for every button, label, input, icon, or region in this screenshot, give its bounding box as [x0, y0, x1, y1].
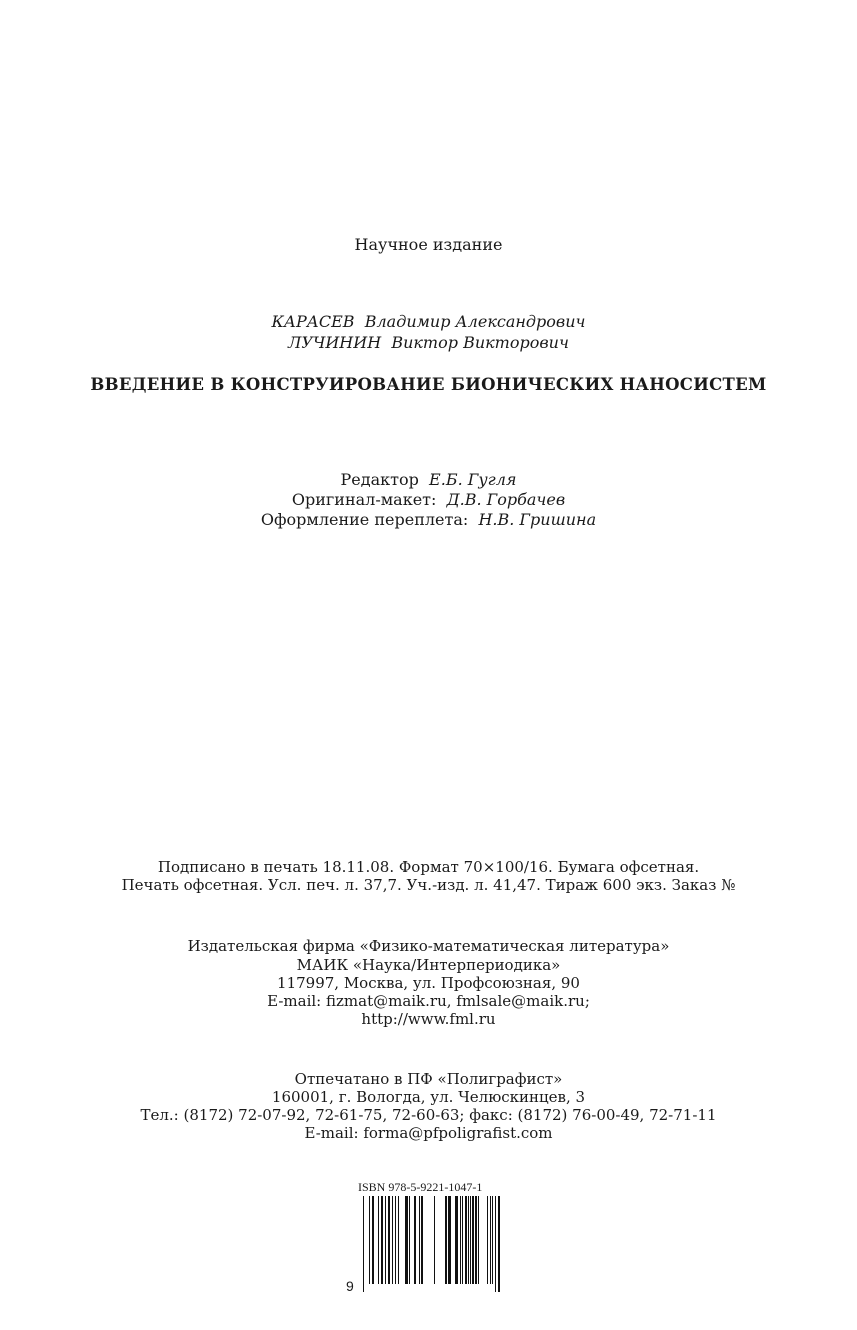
barcode-image — [361, 1196, 501, 1292]
author-1 — [0, 312, 857, 331]
author-2-surname: ЛУЧИНИН — [288, 333, 382, 352]
print-info-line-2: Печать офсетная. Усл. печ. л. 37,7. Уч.-изд. л. 41,47. Тираж 600 экз. Заказ № — [121, 876, 736, 894]
printer-line-3: Тел.: (8172) 72-07-92, 72-61-75, 72-60-63; факс: (8172) 76-00-49, 72-71-11 — [140, 1106, 717, 1124]
credit-layout-person: Д.В. Горбачев — [446, 490, 566, 509]
isbn-label: ISBN 978-5-9221-1047-1 — [358, 1180, 483, 1194]
printer-line-1: Отпечатано в ПФ «Полиграфист» — [294, 1070, 563, 1088]
credit-editor-person: Е.Б. Гугля — [429, 470, 517, 489]
author-1-surname: КАРАСЕВ — [271, 312, 355, 331]
publisher-line-4: E-mail: fizmat@maik.ru, fmlsale@maik.ru; — [267, 992, 590, 1010]
credit-cover-role: Оформление переплета: — [260, 510, 469, 529]
credit-editor — [0, 470, 857, 489]
book-title: ВВЕДЕНИЕ В КОНСТРУИРОВАНИЕ БИОНИЧЕСКИХ НАНОСИСТЕМ — [90, 375, 767, 394]
credit-cover-person: Н.В. Гришина — [478, 510, 597, 529]
publisher-line-2: МАИК «Наука/Интерпериодика» — [296, 956, 561, 974]
author-2 — [0, 333, 857, 352]
author-2-name: Виктор Викторович — [391, 333, 569, 352]
printer-line-4: E-mail: forma@pfpoligrafist.com — [304, 1124, 553, 1142]
credit-layout — [0, 490, 857, 509]
publisher-line-1: Издательская фирма «Физико-математическая литература» — [187, 937, 670, 955]
credit-cover — [0, 510, 857, 529]
printer-line-2: 160001, г. Вологда, ул. Челюскинцев, 3 — [271, 1088, 586, 1106]
edition-type: Научное издание — [354, 235, 503, 254]
print-info-line-1: Подписано в печать 18.11.08. Формат 70×100/16. Бумага офсетная. — [157, 858, 700, 876]
publisher-line-5: http://www.fml.ru — [361, 1010, 496, 1028]
barcode-leading-digit: 9 — [346, 1278, 354, 1294]
credit-editor-role: Редактор — [340, 470, 419, 489]
credit-layout-role: Оригинал-макет: — [291, 490, 437, 509]
publisher-line-3: 117997, Москва, ул. Профсоюзная, 90 — [277, 974, 580, 992]
author-1-name: Владимир Александрович — [364, 312, 586, 331]
